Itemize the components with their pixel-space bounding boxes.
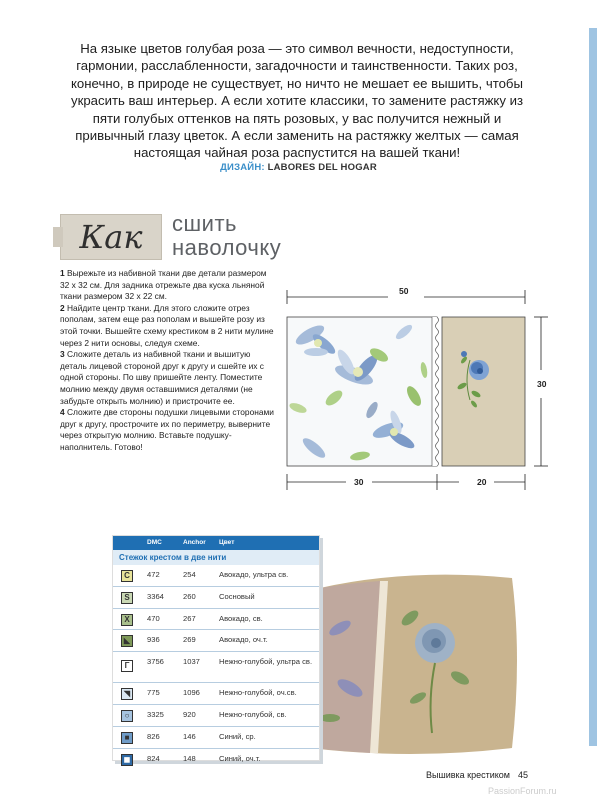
stitch-symbol: ◥ bbox=[121, 688, 133, 700]
dim-bottom-left-label: 30 bbox=[354, 477, 364, 487]
color-name: Авокадо, оч.т. bbox=[219, 635, 268, 645]
anchor-code: 1096 bbox=[183, 688, 200, 698]
step-1: 1 Вырежьте из набивной ткани две детали размером 32 х 32 см. Для задника отрежьте два куска льняной ткани размером 32 х 22 см. bbox=[60, 268, 267, 302]
anchor-code: 148 bbox=[183, 753, 196, 763]
table-row bbox=[113, 587, 319, 609]
table-row bbox=[113, 565, 319, 587]
side-accent-bar bbox=[589, 28, 597, 746]
anchor-code: 1037 bbox=[183, 657, 200, 667]
stitch-symbol: X bbox=[121, 614, 133, 626]
stitch-symbol: ■ bbox=[121, 732, 133, 744]
watermark: PassionForum.ru bbox=[488, 786, 557, 796]
stitch-symbol: ○ bbox=[121, 710, 133, 722]
table-subheader: Стежок крестом в две нити bbox=[113, 550, 319, 565]
dmc-code: 3325 bbox=[147, 709, 164, 719]
page-number: 45 bbox=[517, 770, 528, 780]
dmc-code: 824 bbox=[147, 753, 160, 763]
anchor-code: 146 bbox=[183, 731, 196, 741]
intro-paragraph: На языке цветов голубая роза — это символ вечности, недоступности, гармонии, расслабленности, загадочности и таинственности. Таких роз, конечно, в природе не существует, но ничто не мешает ее вышить, чтобы украсить ваш интерьер. А если хотите классики, то замените растяжку из пяти голубых оттенков на пять розовых, у вас получится нежный и привычный глазу цветок. А если заменить на растяжку желтых — самая настоящая чайная роза распустится на вашей ткани! bbox=[70, 41, 523, 161]
page-footer bbox=[426, 770, 528, 780]
dmc-code: 3364 bbox=[147, 591, 164, 601]
table-row bbox=[113, 652, 319, 683]
magazine-title: Вышивка крестиком bbox=[426, 770, 510, 780]
step-3: 3 Сложите деталь из набивной ткани и вышитую деталь лицевой стороной друг к другу и сшейте их с одной стороны. По шву пришейте ленту. Поместите молнию между двумя оставшимися деталями (не забудьте открыть молнию) и пристрочите ее. bbox=[60, 349, 264, 406]
anchor-code: 269 bbox=[183, 635, 196, 645]
dim-top-label: 50 bbox=[399, 286, 409, 296]
stitch-symbol: C bbox=[121, 570, 133, 582]
dmc-code: 775 bbox=[147, 688, 160, 698]
design-credit bbox=[0, 162, 597, 173]
table-row bbox=[113, 749, 319, 770]
color-name: Нежно-голубой, ультра св. bbox=[219, 657, 313, 667]
anchor-code: 260 bbox=[183, 591, 196, 601]
dmc-code: 472 bbox=[147, 570, 160, 579]
header-color: Цвет bbox=[219, 539, 235, 546]
anchor-code: 267 bbox=[183, 613, 196, 623]
table-header bbox=[113, 536, 319, 550]
stitch-symbol: ◼ bbox=[121, 754, 133, 766]
table-row bbox=[113, 705, 319, 727]
color-name: Нежно-голубой, св. bbox=[219, 709, 287, 719]
color-key-table bbox=[112, 535, 320, 764]
anchor-code: 920 bbox=[183, 709, 196, 719]
dmc-code: 826 bbox=[147, 731, 160, 741]
color-name: Авокадо, св. bbox=[219, 613, 263, 623]
dim-bottom-right-label: 20 bbox=[477, 477, 487, 487]
table-row bbox=[113, 630, 319, 652]
table-row bbox=[113, 609, 319, 631]
stitch-symbol: S bbox=[121, 592, 133, 604]
anchor-code: 254 bbox=[183, 570, 196, 579]
stitch-symbol: ◣ bbox=[121, 635, 133, 647]
dmc-code: 936 bbox=[147, 635, 160, 645]
color-name: Нежно-голубой, оч.св. bbox=[219, 688, 297, 698]
heading-line-2: наволочку bbox=[172, 235, 282, 260]
pillow-photo bbox=[300, 548, 522, 768]
pillow-diagram bbox=[284, 280, 574, 492]
credit-label: ДИЗАЙН: bbox=[220, 162, 265, 173]
color-name: Авокадо, ультра св. bbox=[219, 570, 289, 579]
dmc-code: 470 bbox=[147, 613, 160, 623]
heading-label: Как bbox=[60, 214, 162, 260]
dmc-code: 3756 bbox=[147, 657, 164, 667]
header-dmc: DMC bbox=[147, 539, 162, 546]
color-name: Сосновый bbox=[219, 591, 255, 601]
color-name: Синий, оч.т. bbox=[219, 753, 261, 763]
table-row bbox=[113, 683, 319, 705]
header-anchor: Anchor bbox=[183, 539, 206, 546]
dim-right-label: 30 bbox=[537, 379, 547, 389]
pillow-photo-graphic bbox=[300, 548, 522, 768]
heading-line-1: сшить bbox=[172, 211, 237, 236]
step-4: 4 Сложите две стороны подушки лицевыми сторонами друг к другу, прострочите их по периметру, выверните через открытую молнию. Вставьте подушку-наполнитель. Готово! bbox=[60, 407, 274, 452]
credit-name: LABORES DEL HOGAR bbox=[267, 162, 377, 173]
step-2: 2 Найдите центр ткани. Для этого сложите отрез пополам, затем еще раз пополам и вышейте розу из этой точки. Вышейте схему крестиком в 2 нити мулине через 2 нити основы, следуя схеме. bbox=[60, 302, 274, 348]
instructions bbox=[60, 268, 274, 454]
stitch-symbol: Γ bbox=[121, 660, 133, 672]
bottom-dimension-lines bbox=[284, 280, 574, 492]
color-name: Синий, ср. bbox=[219, 731, 256, 741]
table-row bbox=[113, 727, 319, 749]
